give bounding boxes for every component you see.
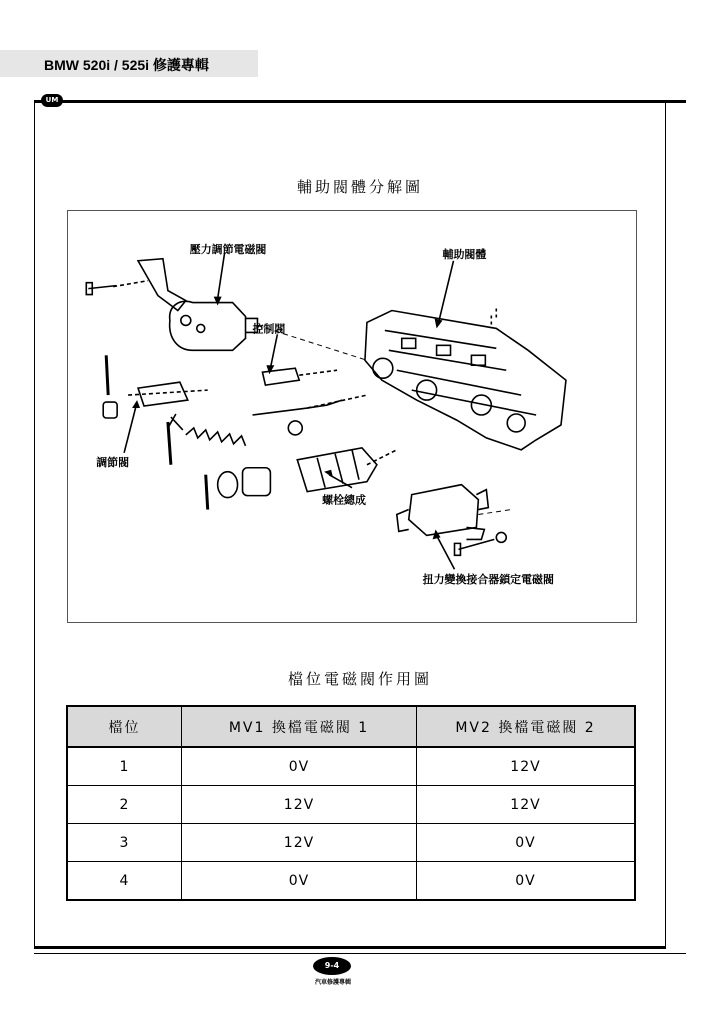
tcc-bolt bbox=[455, 539, 495, 555]
table-header-row bbox=[67, 706, 635, 747]
publisher-name: 汽車修護專輯 bbox=[314, 979, 351, 986]
label-control-valve: 控制閥 bbox=[252, 322, 286, 336]
diagram-title: 輔助閥體分解圖 bbox=[296, 178, 423, 196]
header-gear: 檔位 bbox=[67, 706, 182, 747]
label-regulator-valve: 調節閥 bbox=[96, 455, 130, 469]
header-mv2: MV2 換檔電磁閥 2 bbox=[417, 706, 636, 747]
table-row bbox=[67, 747, 635, 786]
cell-mv2: 12V bbox=[417, 786, 636, 824]
header-mv1: MV1 換檔電磁閥 1 bbox=[182, 706, 417, 747]
label-bolt-assembly: 螺栓總成 bbox=[322, 493, 366, 507]
exploded-diagram-drawing bbox=[68, 211, 636, 622]
table-row bbox=[67, 786, 635, 824]
header-title: BMW 520i / 525i 修護專輯 bbox=[44, 57, 209, 73]
bottom-rule bbox=[34, 953, 686, 954]
cell-mv2: 0V bbox=[417, 824, 636, 862]
cell-gear: 2 bbox=[67, 786, 182, 824]
publisher-badge: UM bbox=[41, 94, 63, 107]
table-row bbox=[67, 862, 635, 901]
cell-gear: 4 bbox=[67, 862, 182, 901]
table-row bbox=[67, 824, 635, 862]
mount-bolt bbox=[86, 283, 116, 295]
regulator-plug bbox=[103, 402, 117, 418]
bolt-assembly bbox=[297, 448, 377, 492]
cell-mv1: 12V bbox=[182, 786, 417, 824]
table-title: 檔位電磁閥作用圖 bbox=[287, 670, 432, 688]
spring bbox=[186, 428, 246, 446]
cell-mv1: 0V bbox=[182, 862, 417, 901]
cell-mv1: 12V bbox=[182, 824, 417, 862]
label-aux-body: 輔助閥體 bbox=[442, 247, 487, 261]
pressure-solenoid bbox=[170, 301, 246, 350]
label-pressure-solenoid: 壓力調節電磁閥 bbox=[189, 242, 267, 256]
cell-gear: 1 bbox=[67, 747, 182, 786]
cell-mv2: 12V bbox=[417, 747, 636, 786]
label-tcc-solenoid: 扭力變換接合器鎖定電磁閥 bbox=[422, 573, 554, 587]
page-number-badge: 9-4 bbox=[313, 957, 351, 975]
solenoid-table bbox=[66, 705, 636, 901]
exploded-diagram bbox=[67, 210, 637, 623]
cell-mv1: 0V bbox=[182, 747, 417, 786]
cell-gear: 3 bbox=[67, 824, 182, 862]
control-valve bbox=[262, 368, 299, 385]
cell-mv2: 0V bbox=[417, 862, 636, 901]
